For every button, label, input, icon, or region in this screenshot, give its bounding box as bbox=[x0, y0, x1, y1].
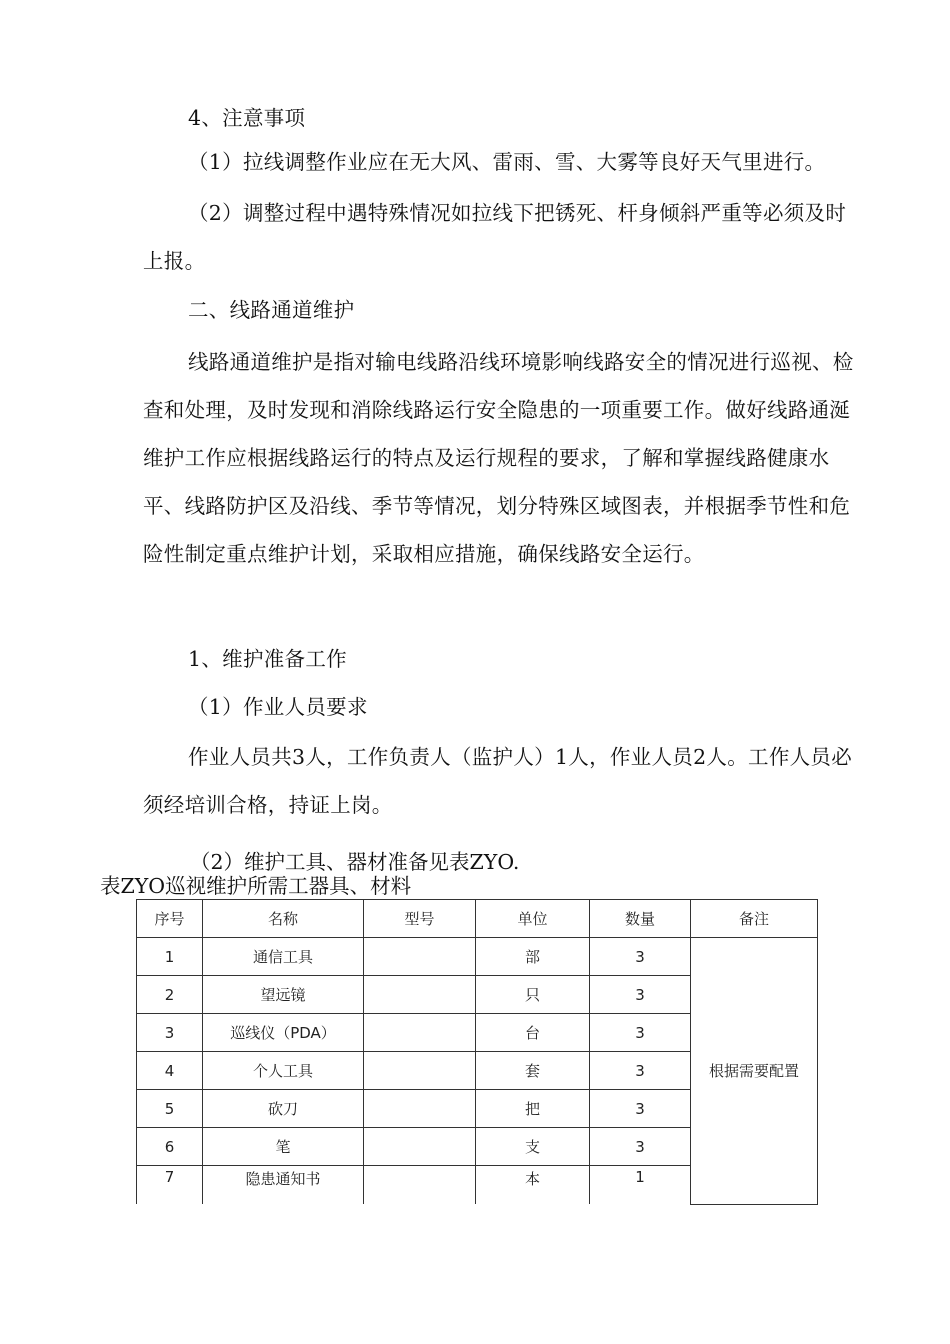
note-item-1: （1）拉线调整作业应在无大风、雷雨、雪、大雾等良好天气里进行。 bbox=[188, 150, 826, 174]
cell-model bbox=[364, 1090, 476, 1128]
cell-name: 笔 bbox=[203, 1128, 364, 1166]
table-caption: 表ZYO巡视维护所需工器具、材料 bbox=[100, 874, 412, 898]
cell-quantity: 3 bbox=[590, 1090, 691, 1128]
cell-model bbox=[364, 1014, 476, 1052]
cell-quantity: 3 bbox=[590, 938, 691, 976]
table-header-row bbox=[137, 900, 818, 938]
cell-index: 5 bbox=[137, 1090, 203, 1128]
cell-model bbox=[364, 1052, 476, 1090]
cell-index: 2 bbox=[137, 976, 203, 1014]
body-paragraph-personnel: 作业人员共3人，工作负责人（监护人）1人，作业人员2人。工作人员必须经培训合格，持证上岗。 bbox=[143, 745, 853, 817]
cell-name: 砍刀 bbox=[203, 1090, 364, 1128]
cell-remark bbox=[691, 938, 818, 1205]
cell-name: 通信工具 bbox=[203, 938, 364, 976]
cell-unit: 只 bbox=[476, 976, 590, 1014]
equipment-table bbox=[136, 899, 818, 1205]
cell-index: 3 bbox=[137, 1014, 203, 1052]
cell-unit: 部 bbox=[476, 938, 590, 976]
header-unit: 单位 bbox=[476, 900, 590, 938]
cell-unit: 把 bbox=[476, 1090, 590, 1128]
section-heading-channel-maintenance: 二、线路通道维护 bbox=[188, 298, 355, 322]
cell-name: 巡线仪（PDA） bbox=[203, 1014, 364, 1052]
table-row bbox=[137, 938, 818, 976]
cell-model bbox=[364, 976, 476, 1014]
cell-quantity: 1 bbox=[590, 1166, 691, 1205]
cell-unit: 台 bbox=[476, 1014, 590, 1052]
cell-unit: 支 bbox=[476, 1128, 590, 1166]
cell-index: 6 bbox=[137, 1128, 203, 1166]
header-remark: 备注 bbox=[691, 900, 818, 938]
body-paragraph-channel-maintenance: 线路通道维护是指对输电线路沿线环境影响线路安全的情况进行巡视、检查和处理，及时发现和消除线路运行安全隐患的一项重要工作。做好线路通涎维护工作应根据线路运行的特点及运行规程的要求，了解和掌握线路健康水平、线路防护区及沿线、季节等情况，划分特殊区域图表，并根据季节性和危险性制定重点维护计划，采取相应措施，确保线路安全运行。 bbox=[143, 350, 854, 566]
cell-name: 隐患通知书 bbox=[203, 1166, 364, 1205]
cell-quantity: 3 bbox=[590, 1052, 691, 1090]
cell-quantity: 3 bbox=[590, 1014, 691, 1052]
cell-quantity: 3 bbox=[590, 1128, 691, 1166]
heading-preparation: 1、维护准备工作 bbox=[188, 647, 347, 671]
table-intro-line: （2）维护工具、器材准备见表ZYO. bbox=[190, 850, 520, 874]
remark-text: 根据需要配置 bbox=[708, 1062, 799, 1081]
cell-index: 7 bbox=[137, 1166, 203, 1205]
cell-name: 望远镜 bbox=[203, 976, 364, 1014]
header-index: 序号 bbox=[137, 900, 203, 938]
cell-model bbox=[364, 938, 476, 976]
subheading-personnel: （1）作业人员要求 bbox=[188, 695, 368, 719]
cell-index: 1 bbox=[137, 938, 203, 976]
cell-model bbox=[364, 1166, 476, 1205]
cell-quantity: 3 bbox=[590, 976, 691, 1014]
cell-unit: 套 bbox=[476, 1052, 590, 1090]
header-model: 型号 bbox=[364, 900, 476, 938]
cell-index: 4 bbox=[137, 1052, 203, 1090]
note-item-2: （2）调整过程中遇特殊情况如拉线下把锈死、杆身倾斜严重等必须及时上报。 bbox=[143, 201, 847, 273]
header-quantity: 数量 bbox=[590, 900, 691, 938]
cell-model bbox=[364, 1128, 476, 1166]
header-name: 名称 bbox=[203, 900, 364, 938]
heading-notes: 4、注意事项 bbox=[188, 106, 306, 130]
cell-name: 个人工具 bbox=[203, 1052, 364, 1090]
cell-unit: 本 bbox=[476, 1166, 590, 1205]
